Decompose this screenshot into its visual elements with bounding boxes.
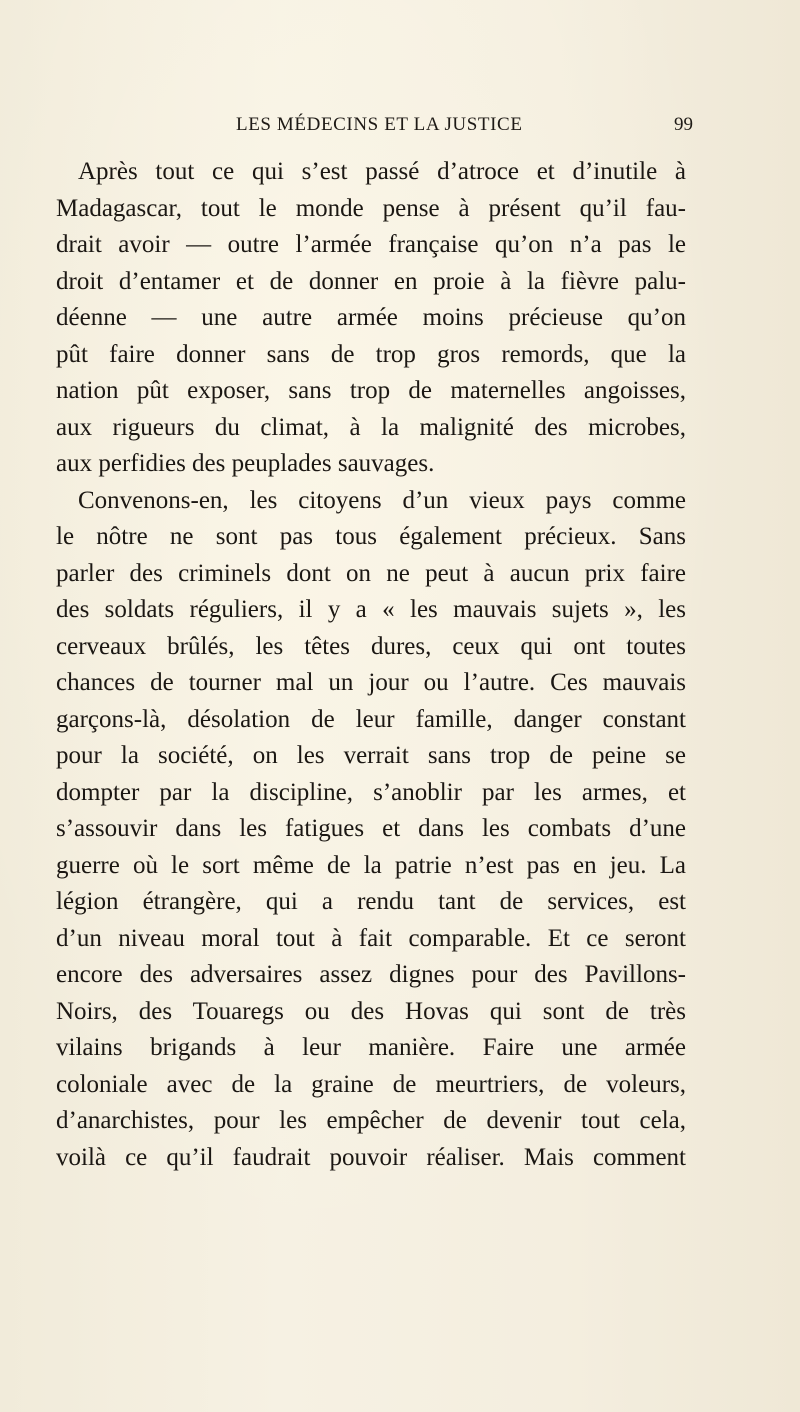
- text-line: pour la société, on les verrait sans trop de peine se: [56, 742, 686, 769]
- text-line: aux perfidies des peuplades sauvages.: [56, 450, 435, 477]
- text-line: voilà ce qu’il faudrait pouvoir réaliser. Mais comment: [56, 1143, 686, 1171]
- body-text: [56, 154, 686, 1176]
- text-line: nation pût exposer, sans trop de maternelles angoisses,: [56, 377, 686, 404]
- text-line: déenne — une autre armée moins précieuse qu’on: [56, 304, 686, 331]
- text-line: dompter par la discipline, s’anoblir par les armes, et: [56, 778, 686, 806]
- text-line: drait avoir — outre l’armée française qu’on n’a pas le: [56, 231, 686, 258]
- text-line: d’anarchistes, pour les empêcher de devenir tout cela,: [56, 1107, 686, 1134]
- text-line: droit d’entamer et de donner en proie à la fièvre palu-: [56, 267, 686, 295]
- text-line: chances de tourner mal un jour ou l’autre. Ces mauvais: [56, 669, 686, 696]
- text-line: des soldats réguliers, il y a « les mauvais sujets », les: [56, 596, 686, 623]
- text-line: légion étrangère, qui a rendu tant de services, est: [56, 888, 686, 915]
- page-number: 99: [674, 114, 693, 135]
- text-line: cerveaux brûlés, les têtes dures, ceux qui ont toutes: [56, 632, 686, 660]
- text-line: Madagascar, tout le monde pense à présent qu’il fau-: [56, 194, 686, 222]
- text-line: Après tout ce qui s’est passé d’atroce et d’inutile à: [78, 158, 686, 185]
- text-line: coloniale avec de la graine de meurtriers, de voleurs,: [56, 1070, 686, 1098]
- page-header: [0, 114, 800, 144]
- text-line: Noirs, des Touaregs ou des Hovas qui sont de très: [56, 997, 686, 1025]
- text-line: garçons-là, désolation de leur famille, danger constant: [56, 705, 686, 733]
- text-line: Convenons-en, les citoyens d’un vieux pays comme: [78, 486, 686, 514]
- text-line: guerre où le sort même de la patrie n’est pas en jeu. La: [56, 851, 686, 879]
- text-line: s’assouvir dans les fatigues et dans les combats d’une: [56, 815, 686, 842]
- text-line: le nôtre ne sont pas tous également précieux. Sans: [56, 523, 686, 550]
- text-line: vilains brigands à leur manière. Faire une armée: [56, 1034, 686, 1061]
- text-line: aux rigueurs du climat, à la malignité des microbes,: [56, 413, 686, 441]
- text-line: encore des adversaires assez dignes pour des Pavillons-: [56, 961, 686, 988]
- running-title: LES MÉDECINS ET LA JUSTICE: [236, 114, 523, 135]
- text-line: pût faire donner sans de trop gros remords, que la: [56, 340, 686, 368]
- text-line: parler des criminels dont on ne peut à aucun prix faire: [56, 559, 686, 587]
- text-line: d’un niveau moral tout à fait comparable. Et ce seront: [56, 924, 686, 952]
